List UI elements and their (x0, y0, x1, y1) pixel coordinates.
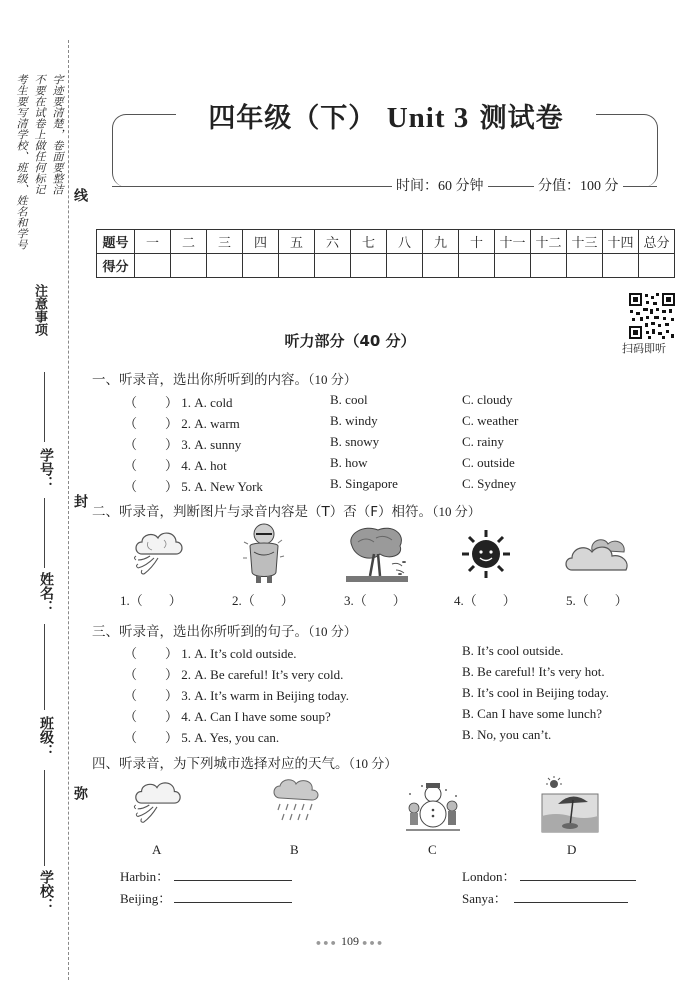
q2-answer-2[interactable]: 2.（ ） (232, 593, 294, 608)
answer-paren-open: （ (124, 688, 138, 703)
q3-title (92, 620, 357, 640)
q1-option-b: B. cool (330, 392, 368, 407)
windy-tree-icon (344, 524, 410, 584)
exam-time: 时间：60 分钟 (392, 175, 488, 195)
q1-option-a: 5. A. New York (181, 479, 263, 494)
rain-cloud-icon (272, 778, 320, 828)
class-line (44, 624, 45, 710)
score-table-row1-label: 题号 (97, 230, 135, 254)
q1-item-2 (124, 413, 240, 432)
q1-option-b: B. Singapore (330, 476, 398, 491)
answer-paren-close: ） (165, 688, 179, 703)
q3-option-b: B. Can I have some lunch? (462, 706, 603, 721)
q1-item-3 (124, 434, 241, 453)
city-beijing-label: Beijing： (120, 891, 172, 906)
q1-option-c: C. Sydney (462, 476, 517, 491)
snowman-icon (406, 780, 460, 832)
q3-option-b: B. It’s cool outside. (462, 643, 564, 658)
q4-option-b: B (290, 842, 299, 857)
score-cell[interactable] (315, 254, 351, 278)
answer-paren-close: ） (165, 395, 179, 410)
cut-mark-mi: 弥 (72, 786, 88, 800)
score-col: 七 (351, 230, 387, 254)
score-col: 十四 (603, 230, 639, 254)
q4-option-a: A (152, 842, 162, 857)
score-cell[interactable] (495, 254, 531, 278)
score-cell[interactable] (603, 254, 639, 278)
title-unit: Unit 3 (386, 102, 470, 134)
q4-title-text: 四、听录音，为下列城市选择对应的天气。 (92, 756, 349, 772)
score-col: 四 (243, 230, 279, 254)
q4-points: （10 分） (348, 756, 398, 771)
score-cell[interactable] (387, 254, 423, 278)
city-beijing-answer[interactable] (174, 902, 292, 903)
answer-paren-open: （ (124, 667, 138, 682)
score-col: 十 (459, 230, 495, 254)
score-cell[interactable] (567, 254, 603, 278)
notice-line-3: 字迹要清楚，卷面要整洁 (51, 74, 64, 195)
name-label: 姓名： (38, 572, 54, 614)
student-id-label: 学号： (38, 448, 54, 490)
q2-title-text: 二、听录音，判断图片与录音内容是（T）否（F）相符。 (92, 504, 433, 520)
q3-option-a: 4. A. Can I have some soup? (181, 709, 331, 724)
q2-title (92, 500, 481, 520)
q3-item-2 (124, 664, 343, 683)
title-suffix: 测试卷 (479, 103, 564, 134)
score-col: 十一 (495, 230, 531, 254)
q2-answer-4[interactable]: 4.（ ） (454, 593, 516, 608)
answer-paren-open: （ (124, 479, 138, 494)
score-cell[interactable] (207, 254, 243, 278)
q2-answer-5[interactable]: 5.（ ） (566, 593, 628, 608)
q3-option-a: 1. A. It’s cold outside. (181, 646, 297, 661)
q1-option-a: 3. A. sunny (181, 437, 242, 452)
score-col-total: 总分 (639, 230, 675, 254)
score-table-header-row (97, 230, 675, 254)
q2-points: （10 分） (432, 504, 481, 519)
q2-answer-3[interactable]: 3.（ ） (344, 593, 406, 608)
sun-icon (458, 528, 514, 580)
score-col: 二 (171, 230, 207, 254)
q1-option-c: C. outside (462, 455, 515, 470)
title-grade: 四年级（下） (208, 103, 377, 134)
page-dots-right-icon: ●●● (362, 937, 385, 948)
score-col: 十二 (531, 230, 567, 254)
answer-paren-open: （ (124, 395, 138, 410)
city-harbin-label: Harbin： (120, 869, 170, 884)
q3-title-text: 三、听录音，选出你所听到的句子。 (92, 624, 308, 640)
answer-paren-open: （ (124, 730, 138, 745)
city-sanya-answer[interactable] (514, 902, 628, 903)
q1-item-4 (124, 455, 227, 474)
q3-option-b: B. No, you can’t. (462, 727, 552, 742)
answer-paren-close: ） (165, 730, 179, 745)
windy-cloud-icon (128, 778, 186, 832)
answer-paren-open: （ (124, 709, 138, 724)
q1-item-1 (124, 392, 233, 411)
cold-person-icon (240, 522, 288, 584)
q4-option-d: D (567, 842, 577, 857)
q1-points: （10 分） (308, 372, 357, 387)
q1-item-5 (124, 476, 263, 495)
notice-line-1: 考生要写清学校、班级、姓名和学号 (15, 74, 28, 250)
q1-option-b: B. windy (330, 413, 378, 428)
q1-option-c: C. weather (462, 413, 519, 428)
q1-title-text: 一、听录音，选出你所听到的内容。 (92, 372, 308, 388)
q1-option-a: 4. A. hot (181, 458, 227, 473)
score-col: 五 (279, 230, 315, 254)
student-id-line (44, 372, 45, 442)
score-table (96, 229, 675, 278)
score-cell[interactable] (531, 254, 567, 278)
qr-label: 扫码即听 (622, 342, 666, 355)
q3-points: （10 分） (308, 624, 357, 639)
answer-paren-close: ） (165, 479, 179, 494)
q3-item-5 (124, 727, 279, 746)
q1-option-b: B. snowy (330, 434, 380, 449)
q3-item-3 (124, 685, 349, 704)
q1-title (92, 368, 357, 388)
notice-line-2: 不要在试卷上做任何标记 (33, 74, 46, 195)
city-london-answer[interactable] (520, 880, 636, 881)
q3-option-a: 2. A. Be careful! It’s very cold. (181, 667, 344, 682)
cut-mark-xian: 线 (72, 188, 88, 202)
answer-paren-open: （ (124, 458, 138, 473)
page-title (176, 96, 596, 135)
score-col: 八 (387, 230, 423, 254)
page-dots-left-icon: ●●● (315, 937, 338, 948)
name-line (44, 498, 45, 568)
city-london-label: London： (462, 869, 516, 884)
q1-option-a: 1. A. cold (181, 395, 233, 410)
score-table-row2-label: 得分 (97, 254, 135, 278)
q1-option-b: B. how (330, 455, 368, 470)
q3-option-b: B. It’s cool in Beijing today. (462, 685, 609, 700)
cloud-icon (564, 530, 634, 578)
answer-paren-close: ） (165, 646, 179, 661)
school-label: 学校： (38, 870, 54, 912)
exam-score-value: 分值：100 分 (534, 175, 623, 195)
score-cell[interactable] (423, 254, 459, 278)
city-sanya-label: Sanya： (462, 891, 507, 906)
city-harbin-answer[interactable] (174, 880, 292, 881)
score-col: 三 (207, 230, 243, 254)
answer-paren-open: （ (124, 416, 138, 431)
score-cell[interactable] (351, 254, 387, 278)
q3-option-b: B. Be careful! It’s very hot. (462, 664, 605, 679)
q3-option-a: 5. A. Yes, you can. (181, 730, 280, 745)
q3-item-1 (124, 643, 296, 662)
answer-paren-open: （ (124, 646, 138, 661)
beach-umbrella-icon (540, 776, 600, 834)
answer-paren-close: ） (165, 416, 179, 431)
score-cell[interactable] (279, 254, 315, 278)
answer-paren-open: （ (124, 437, 138, 452)
score-table-score-row (97, 254, 675, 278)
cut-mark-feng: 封 (72, 494, 88, 508)
answer-paren-close: ） (165, 709, 179, 724)
section-title: 听力部分（40 分） (284, 332, 416, 350)
score-col: 十三 (567, 230, 603, 254)
score-cell-total[interactable] (639, 254, 675, 278)
q4-title (92, 752, 397, 772)
q1-option-c: C. cloudy (462, 392, 513, 407)
q1-option-c: C. rainy (462, 434, 504, 449)
score-cell[interactable] (459, 254, 495, 278)
binding-dashed-line (68, 40, 69, 980)
windy-cloud-icon (128, 528, 188, 584)
score-cell[interactable] (171, 254, 207, 278)
q1-option-a: 2. A. warm (181, 416, 240, 431)
class-label: 班级： (38, 716, 54, 758)
answer-paren-close: ） (165, 667, 179, 682)
q2-answer-1[interactable]: 1.（ ） (120, 593, 182, 608)
score-col: 一 (135, 230, 171, 254)
score-col: 九 (423, 230, 459, 254)
score-cell[interactable] (135, 254, 171, 278)
q3-item-4 (124, 706, 331, 725)
notice-label: 注意事项 (32, 284, 47, 336)
page-number: 109 (341, 934, 359, 948)
score-cell[interactable] (243, 254, 279, 278)
page-number-bar (0, 934, 700, 949)
score-col: 六 (315, 230, 351, 254)
school-line (44, 770, 45, 866)
answer-paren-close: ） (165, 458, 179, 473)
q3-option-a: 3. A. It’s warm in Beijing today. (181, 688, 350, 703)
answer-paren-close: ） (165, 437, 179, 452)
q4-option-c: C (428, 842, 437, 857)
